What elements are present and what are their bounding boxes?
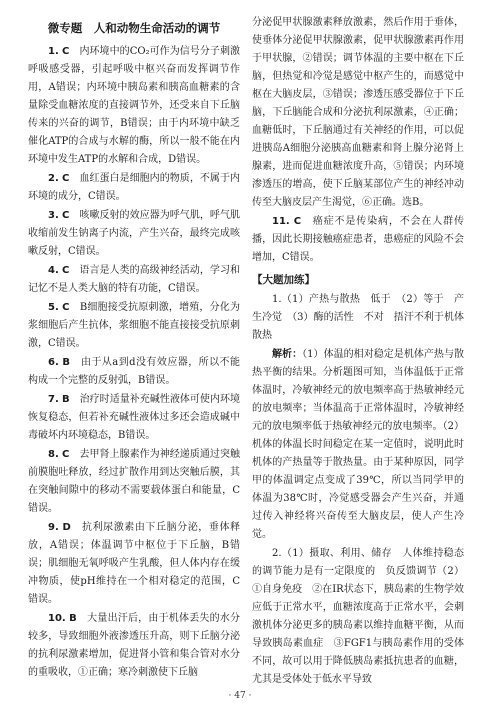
answer-number: 6. <box>48 357 59 368</box>
answer-number: 7. <box>48 394 59 405</box>
page-number: · 47 · <box>228 691 252 701</box>
answer-number: 4. <box>48 265 59 276</box>
big-question-1-answer: 1.（1）产热与散热 低于 （2）等于 产生冷觉 （3）酶的活性 不对 捂汗不利于机体散热 <box>252 294 464 341</box>
answer-number: 2. <box>48 173 59 184</box>
explanation-text: （1）体温的相对稳定是机体产热与散热平衡的结果。分析题图可知，当体温低于正常体温时，冷敏神经元的放电频率高于热敏神经元的放电频率；当体温高于正常体温时，冷敏神经元的放电频率低于热敏神经元的放电频率。（2）机体的体温长时间稳定在某一定值时，说明此时机体的产热量等于散热量。由于某种原因，同学甲的体温调定点变成了39℃，所以当同学甲的体温为38℃时，冷觉感受器会产生兴奋，并通过传入神经将兴奋传至大脑皮层，使人产生冷觉。 <box>252 349 464 540</box>
answer-letter: C <box>62 302 70 313</box>
answer-letter: C <box>61 265 70 276</box>
answer-text: B细胞接受抗原刺激，增殖，分化为浆细胞后产生抗体，浆细胞不能直接接受抗原刺激，C错误。 <box>28 302 240 349</box>
answer-letter: C <box>61 173 70 184</box>
answer-text: 语言是人类的高级神经活动，学习和记忆不是人类大脑的特有功能，C错误。 <box>28 265 240 294</box>
right-column <box>252 14 464 690</box>
answer-10-continued: 分泌促甲状腺激素释放激素，然后作用于垂体，使垂体分泌促甲状腺激素，促甲状腺激素再作用于甲状腺，②错误；调节体温的主要中枢在下丘脑，但热觉和冷觉是感觉中枢产生的，而感觉中枢在大脑皮层，③错误；渗透压感受器位于下丘脑，下丘脑能合成和分泌抗利尿激素，④正确；血糖低时，下丘脑通过有关神经的作用，可以促进胰岛A细胞分泌胰高血糖素和肾上腺分泌肾上腺素，进而促进血糖浓度升高，⑤错误；内环境渗透压的增高，使下丘脑某部位产生的神经冲动传至大脑皮层产生渴觉，⑥正确。选B。 <box>252 17 464 208</box>
answer-number: 9. <box>48 522 59 533</box>
section-heading: 【大题加练】 <box>252 274 315 286</box>
answer-number: 8. <box>48 449 59 460</box>
answer-text: 血红蛋白是细胞内的物质，不属于内环境的成分，C错误。 <box>28 173 240 202</box>
answer-11 <box>252 213 464 267</box>
answer-number: 11. <box>272 216 290 227</box>
answer-text: 抗利尿激素由下丘脑分泌，垂体释放，A错误；体温调节中枢位于下丘脑，B错误；肌细胞无氧呼吸产生乳酸，但人体内存在缓冲物质，使pH维持在一个相对稳定的范围，C错误。 <box>28 522 241 605</box>
answer-text: 治疗时适量补充碱性液体可使内环境恢复稳态，但若补充碱性液体过多还会造成碱中毒破坏内环境稳态，B错误。 <box>28 394 240 441</box>
left-column <box>28 14 240 683</box>
page-title: 微专题 人和动物生命活动的调节 <box>47 21 221 35</box>
answer-text: 去甲肾上腺素作为神经递质通过突触前膜胞吐释放，经过扩散作用到达突触后膜，其在突触间隙中的移动不需要载体蛋白和能量，C错误。 <box>28 449 240 514</box>
answer-letter: C <box>61 449 70 460</box>
answer-letter: C <box>61 210 70 221</box>
answer-number: 1. <box>48 46 59 57</box>
big-question-2-answer: 2.（1）摄取、利用、储存 人体维持稳态的调节能力是有一定限度的 负反馈调节（2）①自身免疫 ②在IR状态下，胰岛素的生物学效应低于正常水平，血糖浓度高于正常水平，会刺激机体分泌更多的胰岛素以维持血糖平衡，从而导致胰岛素血症 ③FGF1与胰岛素作用的受体不同，故可以用于降低胰岛素抵抗患者的血糖，尤其是受体处于低水平导致 <box>252 548 464 685</box>
answer-letter: C <box>293 216 302 227</box>
answer-6 <box>28 354 240 390</box>
answer-3 <box>28 207 240 261</box>
explanation-label: 解析： <box>272 349 303 360</box>
answer-letter: C <box>62 46 70 57</box>
answer-number: 5. <box>48 302 59 313</box>
answer-9 <box>28 519 240 609</box>
answer-text: 咳嗽反射的效应器为呼气肌，呼气肌收缩前发生钠离子内流，产生兴奋，最终完成咳嗽反射，C错误。 <box>28 210 240 257</box>
answer-letter: B <box>69 613 77 624</box>
answer-number: 3. <box>48 210 59 221</box>
answer-text: 内环境中的CO₂可作为信号分子刺激呼吸感受器，引起呼吸中枢兴奋而发挥调节作用，A错误；内环境中胰岛素和胰高血糖素的含量除受血糖浓度的直接调节外，还受来自下丘脑传来的兴奋的调节，B错误；由于内环境中缺乏催化ATP的合成与水解的酶，所以一般不能在内环境中发生ATP的水解和合成，D错误。 <box>28 46 241 165</box>
answer-4 <box>28 262 240 298</box>
answer-5 <box>28 299 240 353</box>
answer-8 <box>28 446 240 518</box>
answer-1 <box>28 43 240 169</box>
answer-text: 由于从a到d没有效应器，所以不能构成一个完整的反射弧，B错误。 <box>28 357 241 386</box>
answer-letter: B <box>61 394 70 405</box>
answer-letter: D <box>62 522 71 533</box>
answer-number: 10. <box>48 613 66 624</box>
answer-10 <box>28 610 240 682</box>
answer-2 <box>28 170 240 206</box>
answer-7 <box>28 391 240 445</box>
answer-text: 大量出汗后，由于机体丢失的水分较多，导致细胞外液渗透压升高，则下丘脑分泌的抗利尿激素增加，促进肾小管和集合管对水分的重吸收，①正确；寒冷刺激使下丘脑 <box>28 613 241 678</box>
answer-text: 癌症不是传染病，不会在人群传播，因此长期接触癌症患者，患癌症的风险不会增加，C错误。 <box>252 216 464 263</box>
big-question-1-explanation <box>252 346 464 544</box>
answer-letter: B <box>62 357 71 368</box>
